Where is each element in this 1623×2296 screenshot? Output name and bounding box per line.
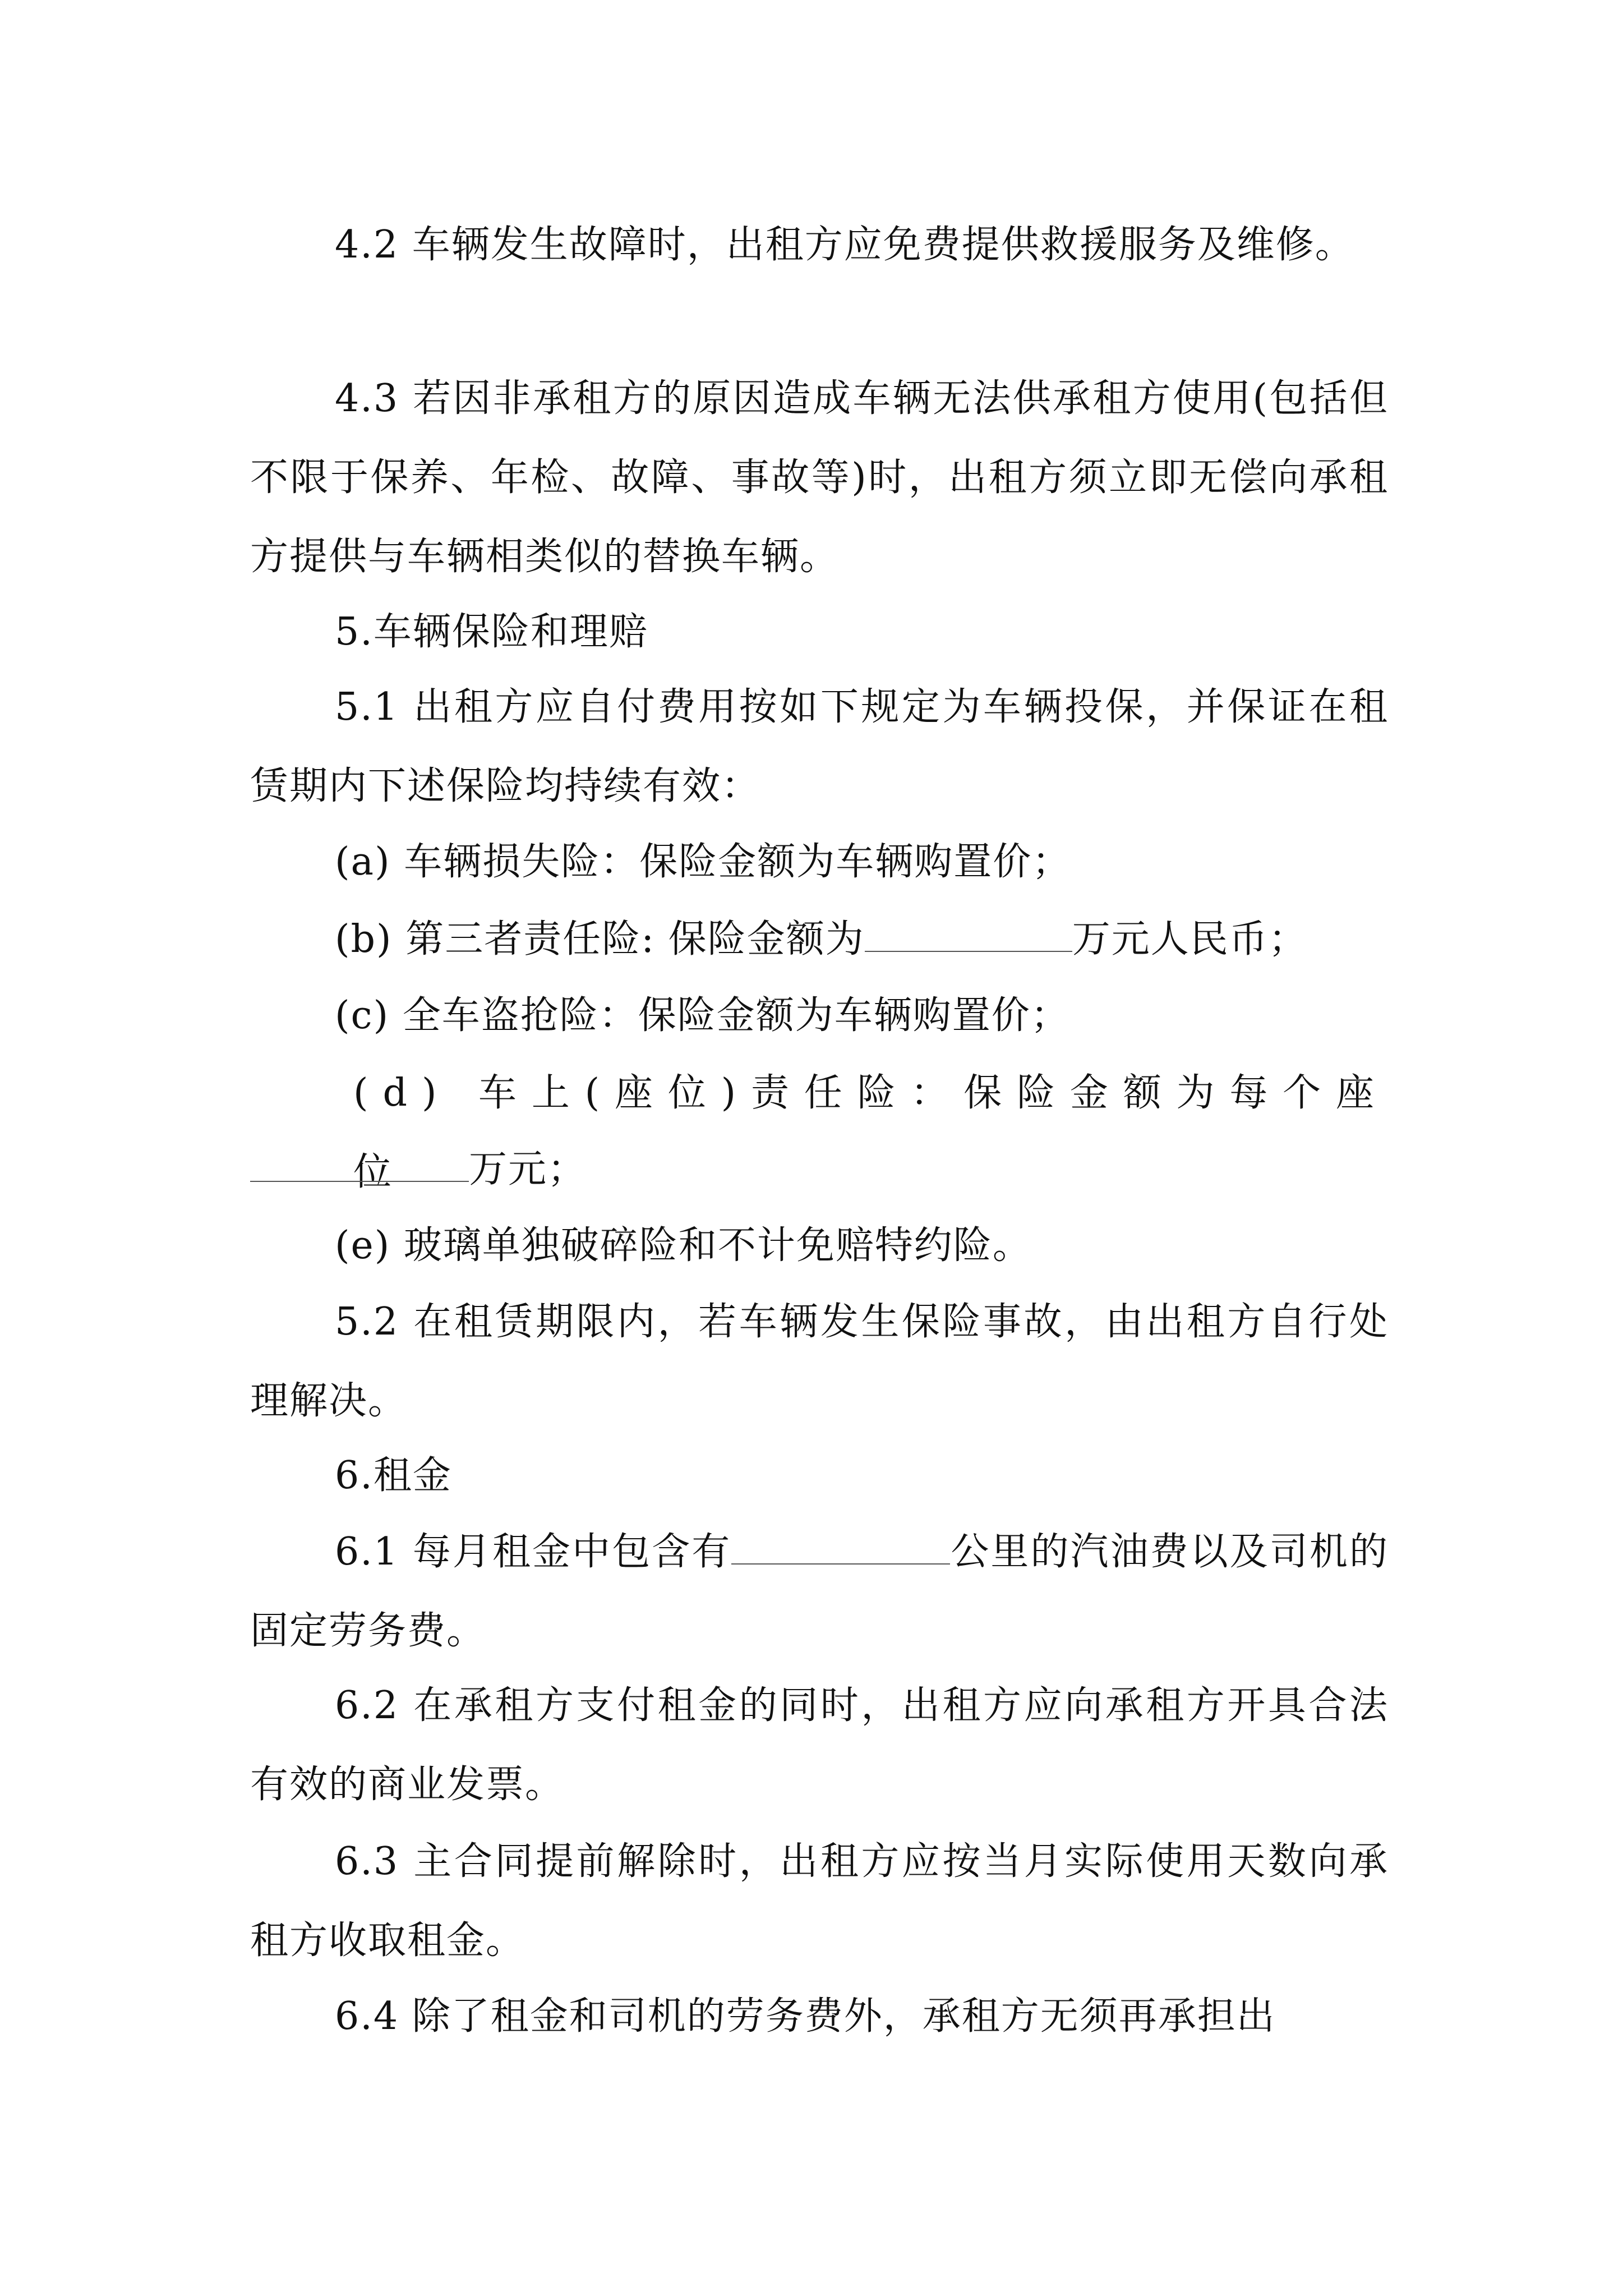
insurance-item-d-text: (d) 车上(座位)责任险：保险金额为每个座位: [353, 1071, 1389, 1194]
clause-6-3: 6.3 主合同提前解除时，出租方应按当月实际使用天数向承租方收取租金。: [250, 1839, 1389, 1963]
insurance-item-e: (e) 玻璃单独破碎险和不计免赔特约险。: [335, 1223, 1032, 1268]
clause-6-1: [250, 1512, 1389, 1671]
insurance-item-b-text: (b) 第三者责任险: 保险金额为: [335, 917, 865, 961]
clause-6-4: 6.4 除了租金和司机的劳务费外，承租方无须再承担出: [335, 1994, 1276, 2039]
insurance-item-a: (a) 车辆损失险：保险金额为车辆购置价；: [335, 840, 1072, 884]
insurance-item-b-unit: 万元人民币；: [1072, 917, 1308, 961]
insurance-item-b: [335, 900, 1473, 979]
blank-amount-b: [865, 919, 1072, 952]
section-6-heading: 6.租金: [335, 1453, 452, 1498]
section-5-heading: 5.车辆保险和理赔: [335, 610, 648, 654]
blank-kilometers: [731, 1532, 950, 1565]
clause-4-3: 4.3 若因非承租方的原因造成车辆无法供承租方使用(包括但不限于保养、年检、故障、事故等)时，出租方须立即无偿向承租方提供与车辆相类似的替换车辆。: [250, 376, 1389, 579]
clause-6-2: 6.2 在承租方支付租金的同时，出租方应向承租方开具合法有效的商业发票。: [250, 1683, 1389, 1807]
blank-amount-d: [250, 1149, 469, 1182]
insurance-item-d-unit: 万元；: [469, 1147, 587, 1191]
clause-5-2: 5.2 在租赁期限内，若车辆发生保险事故，由出租方自行处理解决。: [250, 1300, 1389, 1423]
clause-6-1-rest: 公里的汽油费以及司机的固定劳务费。: [250, 1530, 1389, 1653]
clause-6-1-text: 6.1 每月租金中包含有: [335, 1530, 732, 1574]
insurance-item-d-continued: [250, 1130, 1389, 1209]
clause-5-1: 5.1 出租方应自付费用按如下规定为车辆投保，并保证在租赁期内下述保险均持续有效：: [250, 685, 1389, 808]
clause-4-2: 4.2 车辆发生故障时，出租方应免费提供救援服务及维修。: [335, 223, 1354, 267]
insurance-item-c: (c) 全车盗抢险：保险金额为车辆购置价；: [335, 993, 1070, 1038]
